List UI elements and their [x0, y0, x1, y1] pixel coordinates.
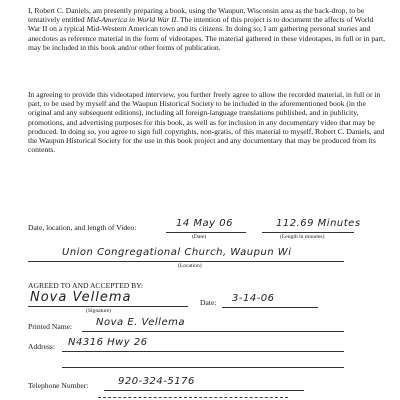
- video-location-line: [28, 261, 344, 262]
- telephone-line: [104, 390, 304, 391]
- video-location-value: Union Congregational Church, Waupun Wi: [62, 247, 292, 258]
- participant-signature: Nova Vellema: [30, 290, 132, 305]
- agreement-date-line: [222, 307, 318, 308]
- address-line-2: [62, 367, 344, 368]
- address-line: [62, 351, 344, 352]
- video-length-line: [262, 232, 354, 233]
- consent-paragraph: In agreeing to provide this videotaped interview, you further freely agree to allow the recorded material, in full or in part, to be used by myself and the Waupun Historical Society to be included in the aforementioned book (in the original and any subsequent editions), including all foreign-language translations published, and in publicity, promotions, and advertising purposes for this book, as well as for inclusion in any documentary video that may be produced. In doing so, you agree to sign full copyrights, non-gratis, of this material to myself, Robert C. Daniels, and the Waupun Historical Society for the use in this book project and any documentary that may be produced from its contents.: [28, 90, 385, 155]
- participant-signature-line: [28, 306, 188, 307]
- printed-name-label: Printed Name:: [28, 322, 73, 331]
- video-date-caption: (Date): [192, 234, 207, 240]
- printed-name-line: [82, 331, 344, 332]
- telephone-label: Telephone Number:: [28, 381, 89, 390]
- participant-signature-caption: (Signature): [86, 308, 112, 314]
- video-date-line: [166, 232, 246, 233]
- agreement-date-label: Date:: [200, 298, 217, 307]
- section-separator: [98, 397, 288, 398]
- video-date-value: 14 May 06: [176, 218, 233, 229]
- telephone-value: 920-324-5176: [118, 376, 195, 387]
- agreement-heading: AGREED TO AND ACCEPTED BY:: [28, 281, 144, 290]
- book-title: Mid-America in World War II: [86, 15, 177, 25]
- address-value: N4316 Hwy 26: [68, 337, 148, 348]
- video-info-label: Date, location, and length of Video:: [28, 223, 137, 232]
- video-length-value: 112.69 Minutes: [276, 218, 361, 229]
- video-length-caption: (Length in minutes): [280, 234, 325, 240]
- address-label: Address:: [28, 342, 55, 351]
- agreement-date-value: 3-14-06: [232, 293, 275, 304]
- video-location-caption: (Location): [178, 263, 202, 269]
- intro-paragraph: I, Robert C. Daniels, am presently preparing a book, using the Waupun, Wisconsin area as the back-drop, to be tentatively entitled Mid-America in World War II. The intention of this project is to document the affects of World War II on a typical Mid-Western American town and its citizens. In doing so, I am gathering personal stories and anecdotes as reference material in the form of videotapes. The material gathered in these videotapes, in full or in part, may be included in this book and/or other forms of publication.: [28, 6, 386, 52]
- printed-name-value: Nova E. Vellema: [96, 317, 185, 328]
